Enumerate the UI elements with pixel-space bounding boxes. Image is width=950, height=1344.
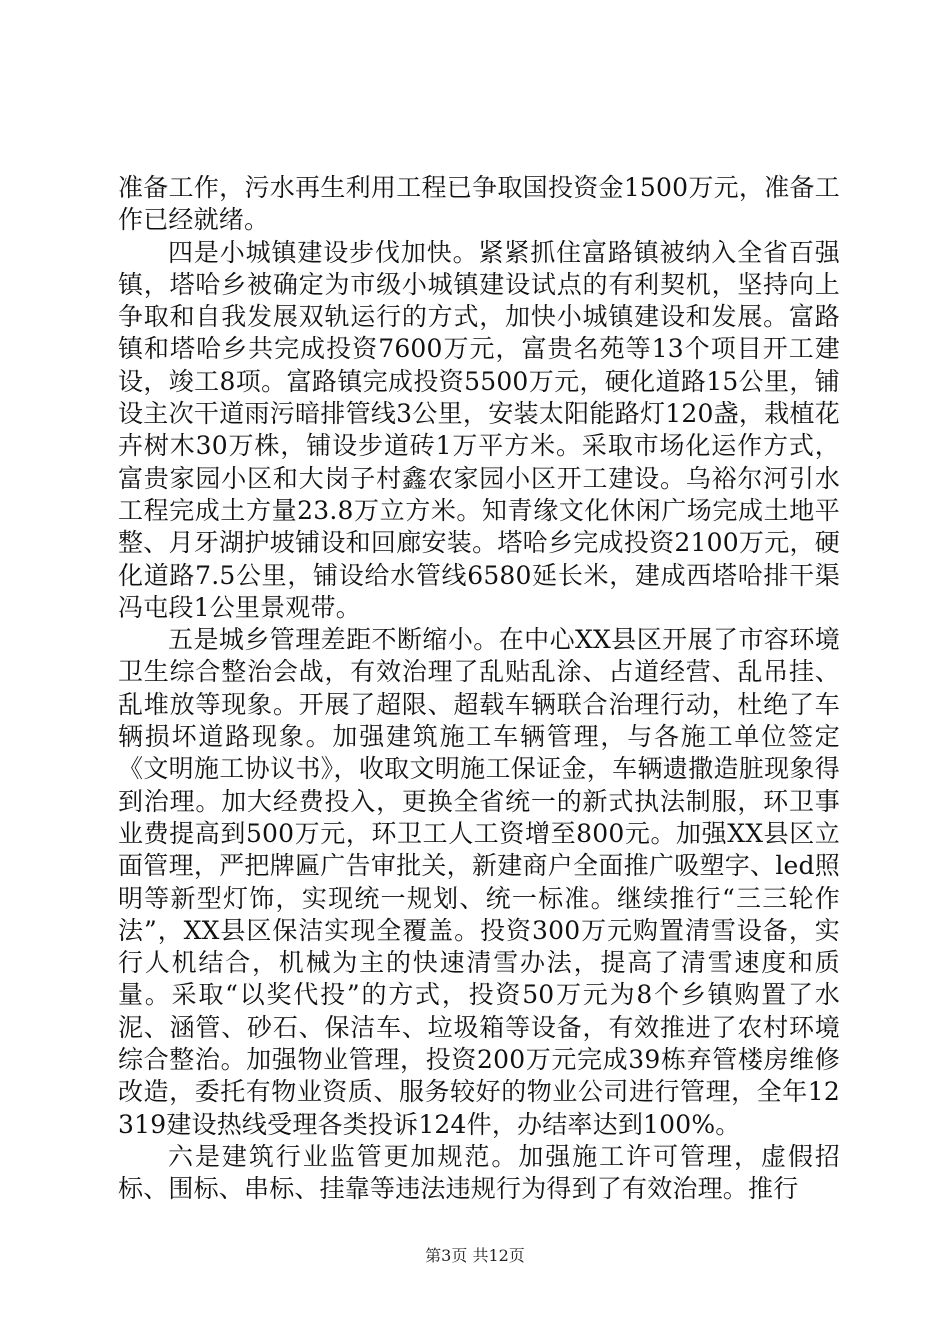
paragraph-continuation: 准备工作，污水再生利用工程已争取国投资金1500万元，准备工作已经就绪。 [118, 173, 840, 235]
paragraph-small-town-construction: 四是小城镇建设步伐加快。紧紧抓住富路镇被纳入全省百强镇，塔哈乡被确定为市级小城镇建设试点的有利契机，坚持向上争取和自我发展双轨运行的方式，加快小城镇建设和发展。富路镇和塔哈乡共完成投资7600万元，富贵名苑等13个项目开工建设，竣工8项。富路镇完成投资5500万元，硬化道路15公里，铺设主次干道雨污暗排管线3公里，安装太阳能路灯120盏，栽植花卉树木30万株，铺设步道砖1万平方米。采取市场化运作方式，富贵家园小区和大岗子村鑫农家园小区开工建设。乌裕尔河引水工程完成土方量23.8万立方米。知青缘文化休闲广场完成土地平整、月牙湖护坡铺设和回廊安装。塔哈乡完成投资2100万元，硬化道路7.5公里，铺设给水管线6580延长米，建成西塔哈排干渠冯屯段1公里景观带。 [118, 237, 840, 622]
document-body [118, 172, 840, 1206]
page-number-footer: 第3页 共12页 [425, 1246, 525, 1265]
paragraph-construction-supervision: 六是建筑行业监管更加规范。加强施工许可管理，虚假招标、围标、串标、挂靠等违法违规行为得到了有效治理。推行 [118, 1141, 840, 1204]
paragraph-urban-rural-management: 五是城乡管理差距不断缩小。在中心XX县区开展了市容环境卫生综合整治会战，有效治理了乱贴乱涂、占道经营、乱吊挂、乱堆放等现象。开展了超限、超载车辆联合治理行动，杜绝了车辆损坏道路现象。加强建筑施工车辆管理，与各施工单位签定《文明施工协议书》，收取文明施工保证金，车辆遗撒造脏现象得到治理。加大经费投入，更换全省统一的新式执法制服，环卫事业费提高到500万元，环卫工人工资增至800元。加强XX县区立面管理，严把牌匾广告审批关，新建商户全面推广吸塑字、led照明等新型灯饰，实现统一规划、统一标准。继续推行“三三轮作法”，XX县区保洁实现全覆盖。投资300万元购置清雪设备，实行人机结合，机械为主的快速清雪办法，提高了清雪速度和质量。采取“以奖代投”的方式，投资50万元为8个乡镇购置了水泥、涵管、砂石、保洁车、垃圾箱等设备，有效推进了农村环境综合整治。加强物业管理，投资200万元完成39栋弃管楼房维修改造，委托有物业资质、服务较好的物业公司进行管理，全年12319建设热线受理各类投诉124件，办结率达到100%。 [118, 625, 840, 1139]
